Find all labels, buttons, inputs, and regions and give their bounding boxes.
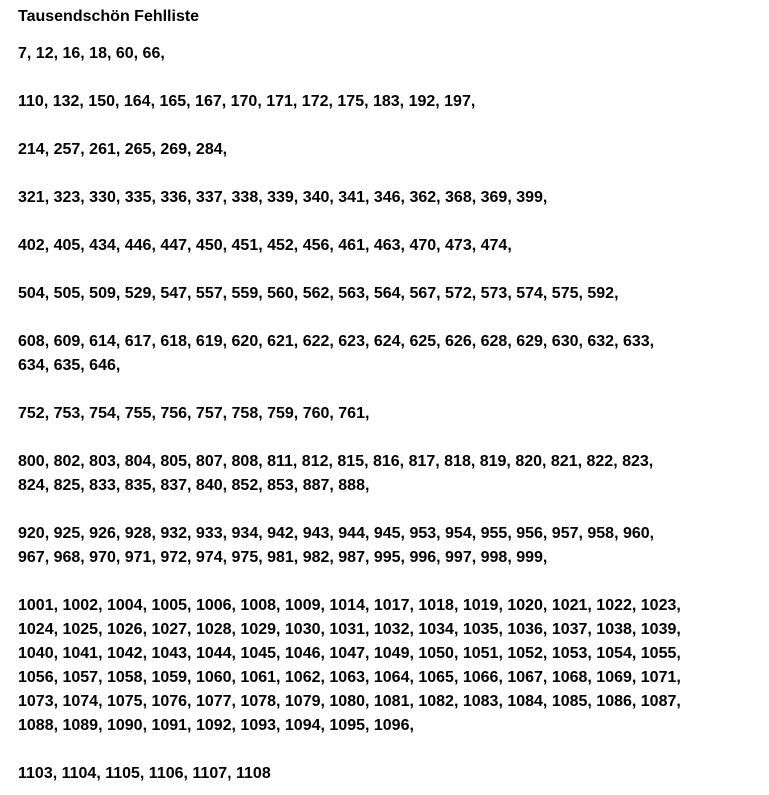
number-line: 214, 257, 261, 265, 269, 284, [18, 141, 228, 158]
document-title: Tausendschön Fehlliste [18, 8, 200, 25]
number-line: 967, 968, 970, 971, 972, 974, 975, 981, 982, 987, 995, 996, 997, 998, 999, [18, 549, 548, 566]
number-line: 110, 132, 150, 164, 165, 167, 170, 171, 172, 175, 183, 192, 197, [18, 93, 476, 110]
number-line: 321, 323, 330, 335, 336, 337, 338, 339, 340, 341, 346, 362, 368, 369, 399, [18, 189, 548, 206]
number-line: 1103, 1104, 1105, 1106, 1107, 1108 [18, 765, 271, 782]
number-line: 920, 925, 926, 928, 932, 933, 934, 942, 943, 944, 945, 953, 954, 955, 956, 957, 958, 960, [18, 525, 655, 542]
document [18, 6, 763, 782]
number-line: 608, 609, 614, 617, 618, 619, 620, 621, 622, 623, 624, 625, 626, 628, 629, 630, 632, 633, [18, 333, 655, 350]
number-line: 7, 12, 16, 18, 60, 66, [18, 45, 165, 62]
number-group [18, 186, 547, 210]
number-group [18, 594, 681, 738]
number-group [18, 450, 653, 498]
number-line: 1073, 1074, 1075, 1076, 1077, 1078, 1079, 1080, 1081, 1082, 1083, 1084, 1085, 1086, 1087, [18, 693, 681, 710]
number-line: 1088, 1089, 1090, 1091, 1092, 1093, 1094, 1095, 1096, [18, 717, 414, 734]
number-line: 800, 802, 803, 804, 805, 807, 808, 811, 812, 815, 816, 817, 818, 819, 820, 821, 822, 823, [18, 453, 654, 470]
number-group [18, 138, 227, 162]
number-group [18, 282, 619, 306]
number-group [18, 42, 165, 66]
number-group [18, 402, 369, 426]
number-line: 1040, 1041, 1042, 1043, 1044, 1045, 1046, 1047, 1049, 1050, 1051, 1052, 1053, 1054, 1055, [18, 645, 681, 662]
number-group [18, 90, 475, 114]
number-line: 752, 753, 754, 755, 756, 757, 758, 759, 760, 761, [18, 405, 370, 422]
number-line: 402, 405, 434, 446, 447, 450, 451, 452, 456, 461, 463, 470, 473, 474, [18, 237, 512, 254]
number-line: 824, 825, 833, 835, 837, 840, 852, 853, 887, 888, [18, 477, 370, 494]
number-group [18, 330, 654, 378]
number-group [18, 234, 512, 258]
number-line: 1024, 1025, 1026, 1027, 1028, 1029, 1030, 1031, 1032, 1034, 1035, 1036, 1037, 1038, 1039, [18, 621, 681, 638]
number-group [18, 762, 271, 786]
number-line: 634, 635, 646, [18, 357, 121, 374]
number-line: 504, 505, 509, 529, 547, 557, 559, 560, 562, 563, 564, 567, 572, 573, 574, 575, 592, [18, 285, 619, 302]
number-line: 1001, 1002, 1004, 1005, 1006, 1008, 1009, 1014, 1017, 1018, 1019, 1020, 1021, 1022, 1023, [18, 597, 681, 614]
number-group [18, 522, 654, 570]
number-line: 1056, 1057, 1058, 1059, 1060, 1061, 1062, 1063, 1064, 1065, 1066, 1067, 1068, 1069, 1071, [18, 669, 681, 686]
